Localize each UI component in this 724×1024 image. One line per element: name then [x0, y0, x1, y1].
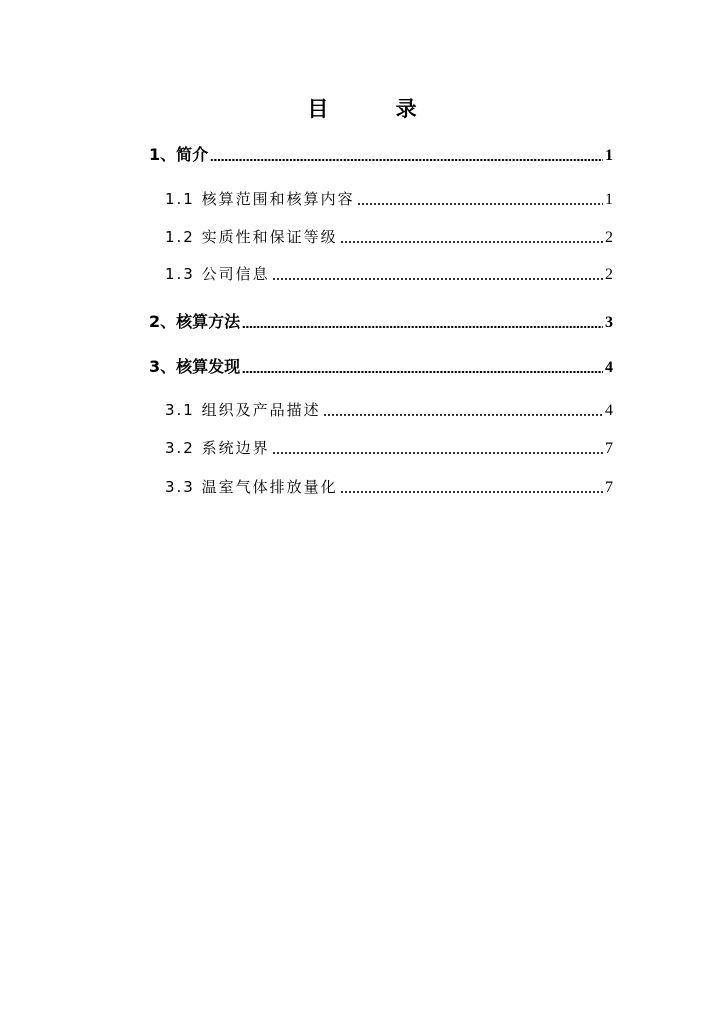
toc-entry[interactable] — [149, 309, 613, 332]
toc-entry-label: 1.1 核算范围和核算内容 — [165, 190, 355, 208]
toc-entry[interactable] — [165, 263, 613, 284]
toc-entry[interactable] — [149, 142, 613, 165]
toc-entry[interactable] — [165, 399, 613, 420]
toc-entry-label: 3.1 组织及产品描述 — [165, 401, 321, 419]
toc-entry[interactable] — [165, 188, 613, 209]
dot-leader — [272, 278, 603, 280]
toc-entry[interactable] — [165, 437, 613, 458]
toc-title: 目 录 — [307, 97, 447, 121]
toc-entry-page-number: 1 — [605, 147, 613, 164]
toc-entry-label: 2、核算方法 — [149, 312, 241, 331]
toc-entry-page-number: 1 — [605, 191, 613, 208]
dot-leader — [340, 241, 603, 243]
dot-leader — [242, 371, 603, 373]
toc-entry-page-number: 4 — [605, 402, 613, 419]
toc-entry-page-number: 4 — [605, 359, 613, 376]
toc-entry-label: 3、核算发现 — [149, 357, 241, 376]
dot-leader — [242, 326, 603, 328]
dot-leader — [340, 491, 603, 493]
toc-entry-page-number: 3 — [605, 314, 613, 331]
toc-entry-label: 3.3 温室气体排放量化 — [165, 478, 338, 496]
toc-entry-page-number: 7 — [605, 479, 613, 496]
toc-entry[interactable] — [165, 476, 613, 497]
toc-entry-label: 3.2 系统边界 — [165, 439, 270, 457]
toc-entry-label: 1.3 公司信息 — [165, 265, 270, 283]
dot-leader — [272, 452, 603, 454]
toc-entry-page-number: 2 — [605, 229, 613, 246]
toc-entry-label: 1.2 实质性和保证等级 — [165, 228, 338, 246]
toc-entry-page-number: 7 — [605, 440, 613, 457]
dot-leader — [210, 159, 603, 161]
toc-entry-label: 1、简介 — [149, 145, 209, 164]
toc-entry-page-number: 2 — [605, 266, 613, 283]
toc-entry[interactable] — [165, 226, 613, 247]
dot-leader — [357, 203, 603, 205]
toc-entry[interactable] — [149, 354, 613, 377]
dot-leader — [323, 414, 603, 416]
